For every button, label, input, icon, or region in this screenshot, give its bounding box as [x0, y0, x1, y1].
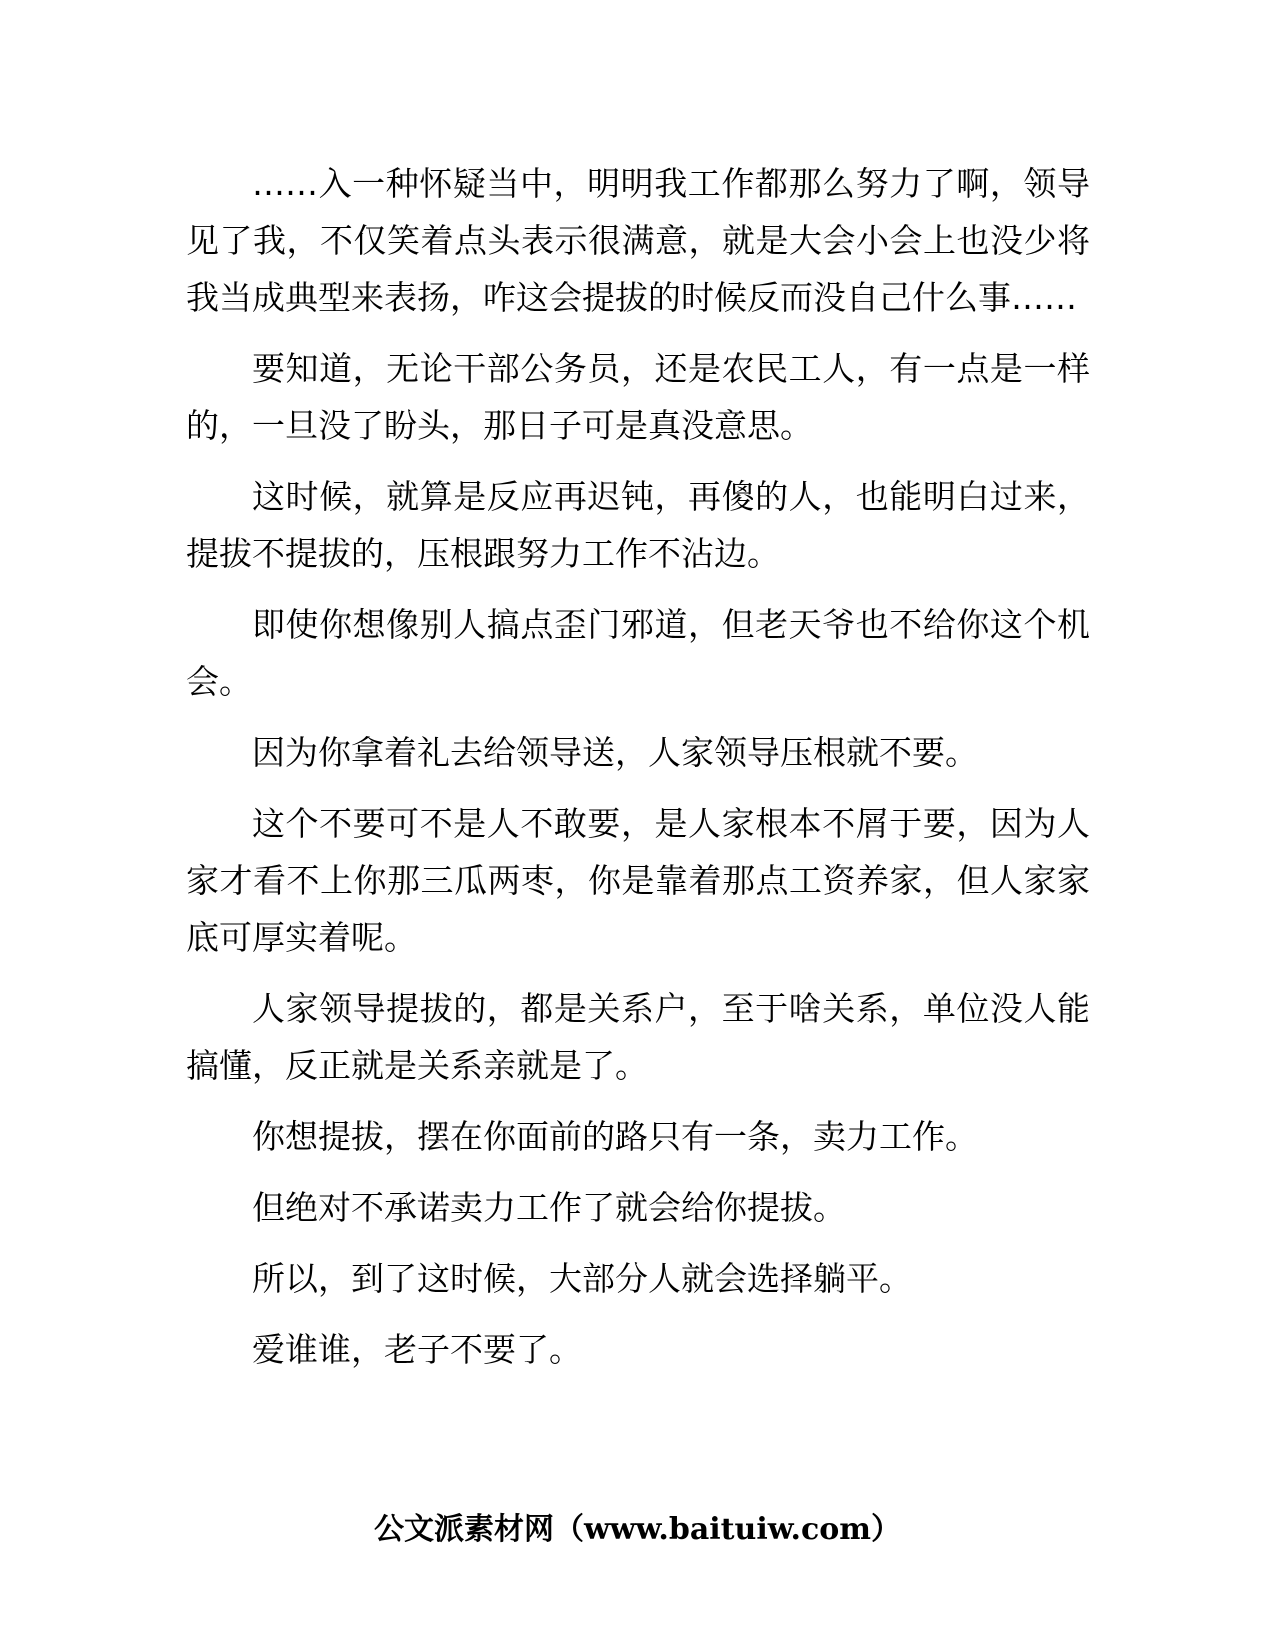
paragraph-4: 即使你想像别人搞点歪门邪道，但老天爷也不给你这个机会。: [186, 605, 1090, 701]
paragraph-5: 因为你拿着礼去给领导送，人家领导压根就不要。: [252, 733, 978, 772]
paragraph-2: 要知道，无论干部公务员，还是农民工人，有一点是一样的，一旦没了盼头，那日子可是真没意思。: [186, 349, 1090, 445]
document-body: [186, 155, 1090, 1392]
paragraph-10: 所以，到了这时候，大部分人就会选择躺平。: [252, 1259, 912, 1298]
paragraph-3: 这时候，就算是反应再迟钝，再傻的人，也能明白过来，提拔不提拔的，压根跟努力工作不沾边。: [186, 477, 1090, 573]
paragraph-7: 人家领导提拔的，都是关系户，至于啥关系，单位没人能搞懂，反正就是关系亲就是了。: [186, 989, 1090, 1085]
paragraph-8: 你想提拔，摆在你面前的路只有一条，卖力工作。: [252, 1117, 978, 1156]
paragraph-11: 爱谁谁，老子不要了。: [252, 1330, 582, 1369]
page-footer-watermark: 公文派素材网（www.baituiw.com）: [373, 1512, 902, 1547]
paragraph-1: ……入一种怀疑当中，明明我工作都那么努力了啊，领导见了我，不仅笑着点头表示很满意，就是大会小会上也没少将我当成典型来表扬，咋这会提拔的时候反而没自己什么事……: [186, 164, 1090, 317]
paragraph-9: 但绝对不承诺卖力工作了就会给你提拔。: [252, 1188, 846, 1227]
paragraph-6: 这个不要可不是人不敢要，是人家根本不屑于要，因为人家才看不上你那三瓜两枣，你是靠着那点工资养家，但人家家底可厚实着呢。: [186, 804, 1090, 957]
